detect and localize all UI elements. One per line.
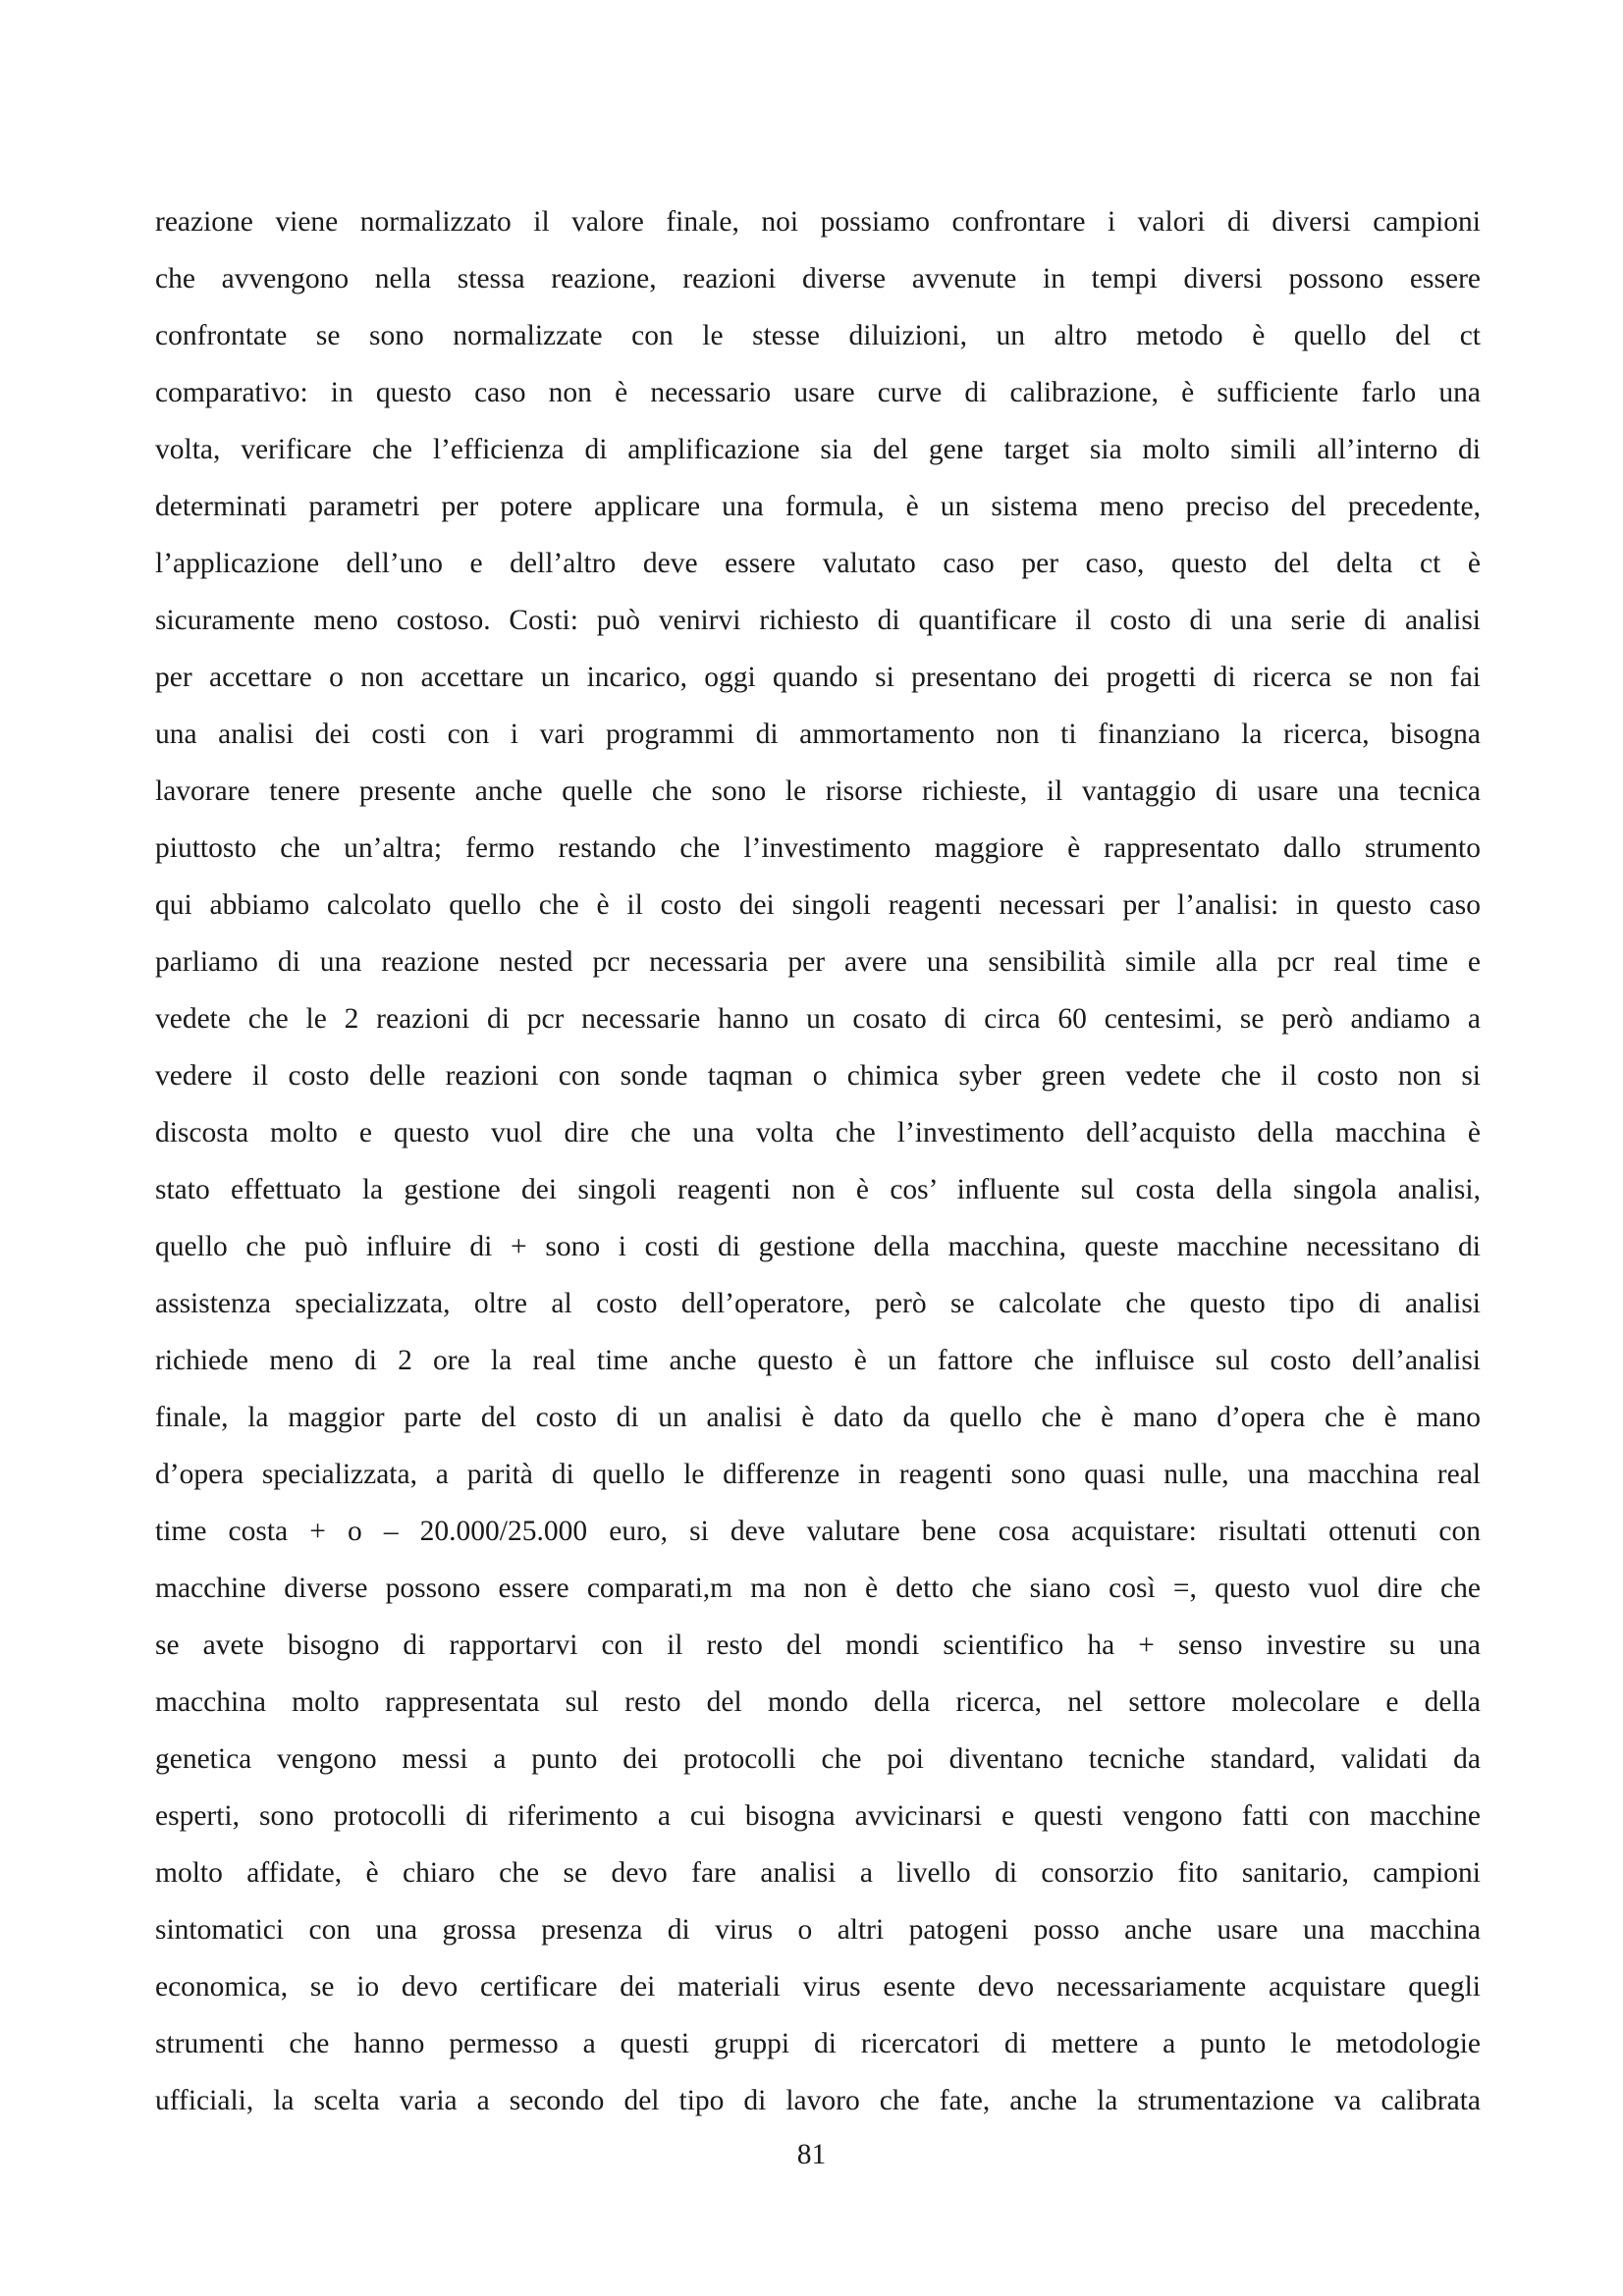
text-line: parliamo di una reazione nested pcr necessaria per avere una sensibilità simile alla pcr real time e [155, 946, 1481, 978]
text-line: per accettare o non accettare un incarico, oggi quando si presentano dei progetti di ricerca se non fai [155, 662, 1481, 693]
text-line: assistenza specializzata, oltre al costo dell’operatore, però se calcolate che questo tipo di analisi [155, 1288, 1481, 1319]
text-line: finale, la maggior parte del costo di un analisi è dato da quello che è mano d’opera che è mano [155, 1402, 1481, 1433]
text-line: macchina molto rappresentata sul resto del mondo della ricerca, nel settore molecolare e della [155, 1686, 1481, 1718]
body-text [155, 193, 1481, 2129]
text-line: che avvengono nella stessa reazione, reazioni diverse avvenute in tempi diversi possono essere [155, 263, 1481, 294]
page-number: 81 [796, 2139, 827, 2170]
text-line: se avete bisogno di rapportarvi con il resto del mondi scientifico ha + senso investire su una [155, 1629, 1481, 1661]
text-line: stato effettuato la gestione dei singoli reagenti non è cos’ influente sul costa della singola analisi, [155, 1174, 1481, 1205]
text-line: volta, verificare che l’efficienza di amplificazione sia del gene target sia molto simili all’interno di [155, 434, 1481, 465]
text-line: piuttosto che un’altra; fermo restando che l’investimento maggiore è rappresentato dallo strumento [155, 832, 1481, 864]
text-line: determinati parametri per potere applicare una formula, è un sistema meno preciso del precedente, [155, 491, 1481, 522]
text-line: comparativo: in questo caso non è necessario usare curve di calibrazione, è sufficiente farlo una [155, 377, 1481, 408]
text-line: sicuramente meno costoso. Costi: può venirvi richiesto di quantificare il costo di una serie di analisi [155, 605, 1481, 636]
text-line: sintomatici con una grossa presenza di virus o altri patogeni posso anche usare una macchina [155, 1914, 1481, 1946]
text-line: economica, se io devo certificare dei materiali virus esente devo necessariamente acquistare quegli [155, 1971, 1481, 2002]
text-line: vedete che le 2 reazioni di pcr necessarie hanno un cosato di circa 60 centesimi, se però andiamo a [155, 1003, 1481, 1035]
text-line: quello che può influire di + sono i costi di gestione della macchina, queste macchine necessitano di [155, 1231, 1481, 1262]
text-line: una analisi dei costi con i vari programmi di ammortamento non ti finanziano la ricerca, bisogna [155, 719, 1481, 750]
text-line: genetica vengono messi a punto dei protocolli che poi diventano tecniche standard, validati da [155, 1743, 1481, 1775]
text-line: richiede meno di 2 ore la real time anche questo è un fattore che influisce sul costo dell’analisi [155, 1345, 1481, 1376]
text-line: qui abbiamo calcolato quello che è il costo dei singoli reagenti necessari per l’analisi: in questo caso [155, 889, 1481, 921]
text-line: time costa + o – 20.000/25.000 euro, si deve valutare bene cosa acquistare: risultati ottenuti con [155, 1516, 1481, 1547]
text-line: vedere il costo delle reazioni con sonde taqman o chimica syber green vedete che il costo non si [155, 1060, 1481, 1092]
text-line: macchine diverse possono essere comparati,m ma non è detto che siano così =, questo vuol dire che [155, 1573, 1481, 1604]
text-line: discosta molto e questo vuol dire che una volta che l’investimento dell’acquisto della macchina è [155, 1117, 1481, 1148]
text-line: d’opera specializzata, a parità di quello le differenze in reagenti sono quasi nulle, una macchina real [155, 1459, 1481, 1490]
text-line: strumenti che hanno permesso a questi gruppi di ricercatori di mettere a punto le metodologie [155, 2028, 1481, 2059]
text-line: reazione viene normalizzato il valore finale, noi possiamo confrontare i valori di diversi campioni [155, 206, 1481, 238]
text-line: confrontate se sono normalizzate con le stesse diluizioni, un altro metodo è quello del ct [155, 320, 1481, 351]
text-line: ufficiali, la scelta varia a secondo del tipo di lavoro che fate, anche la strumentazione va calibrata [155, 2085, 1481, 2116]
text-line: l’applicazione dell’uno e dell’altro deve essere valutato caso per caso, questo del delta ct è [155, 548, 1481, 579]
text-line: lavorare tenere presente anche quelle che sono le risorse richieste, il vantaggio di usare una tecnica [155, 775, 1481, 807]
text-line: esperti, sono protocolli di riferimento a cui bisogna avvicinarsi e questi vengono fatti con macchine [155, 1800, 1481, 1832]
text-line: molto affidate, è chiaro che se devo fare analisi a livello di consorzio fito sanitario, campioni [155, 1857, 1481, 1889]
